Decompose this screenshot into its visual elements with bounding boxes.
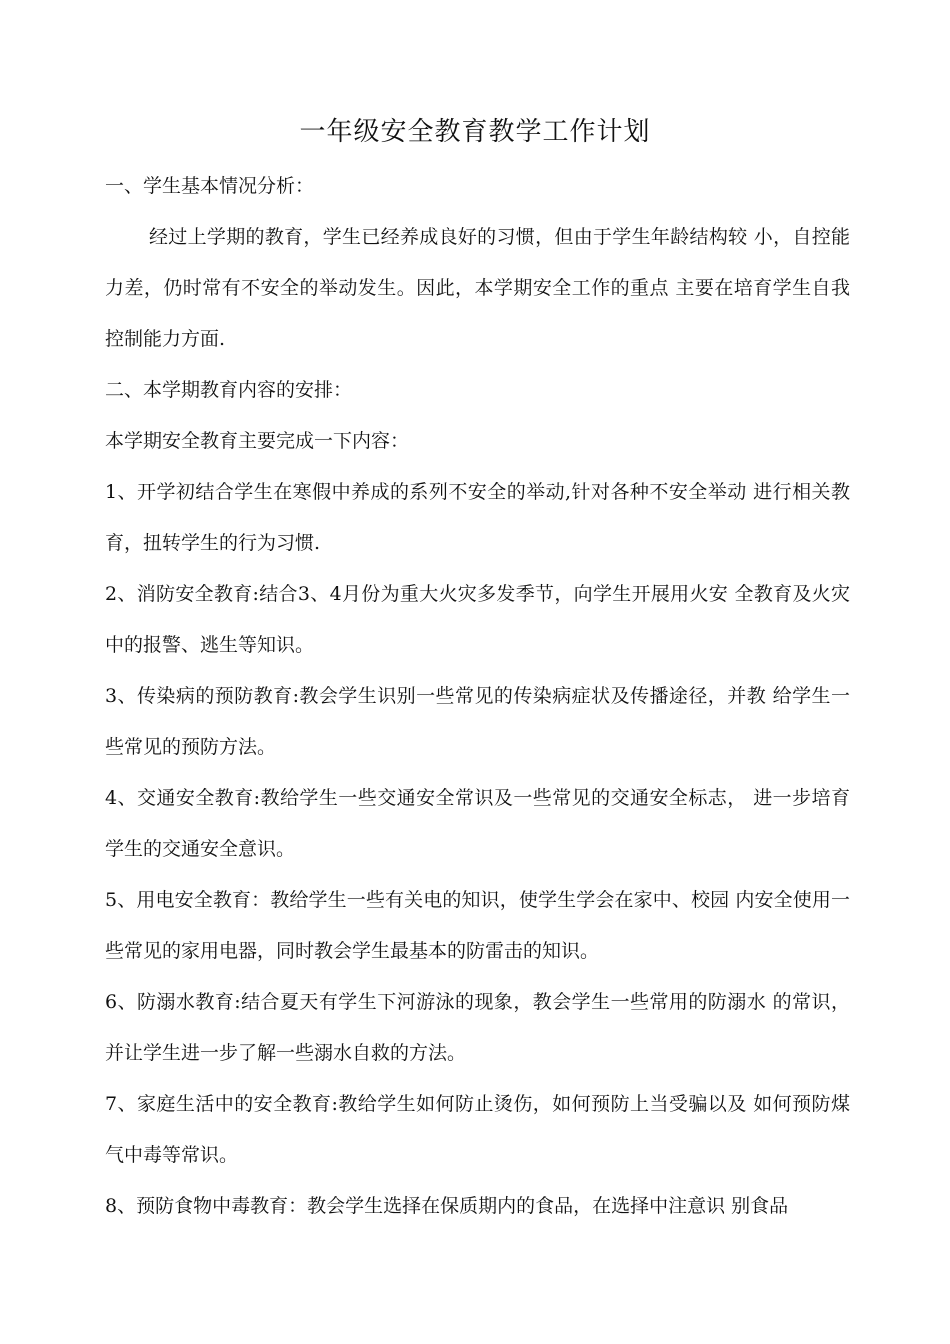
section-heading-student-analysis: 一、学生基本情况分析：	[105, 175, 315, 197]
section-heading-content-arrangement: 二、本学期教育内容的安排：	[105, 379, 353, 401]
list-item-4: 4、交通安全教育:教给学生一些交通安全常识及一些常见的交通安全标志， 进一步培育学生的交通安全意识。	[105, 787, 850, 860]
list-item-1: 1、开学初结合学生在寒假中养成的系列不安全的举动,针对各种不安全举动 进行相关教育，扭转学生的行为习惯.	[105, 481, 850, 554]
list-item-6: 6、防溺水教育:结合夏天有学生下河游泳的现象，教会学生一些常用的防溺水 的常识，并让学生进一步了解一些溺水自救的方法。	[105, 991, 850, 1064]
list-item-5: 5、用电安全教育：教给学生一些有关电的知识，使学生学会在家中、校园 内安全使用一些常见的家用电器，同时教会学生最基本的防雷击的知识。	[105, 889, 850, 962]
list-item-2: 2、消防安全教育:结合3、4月份为重大火灾多发季节，向学生开展用火安 全教育及火灾中的报警、逃生等知识。	[105, 583, 850, 656]
document-body	[105, 161, 850, 1232]
document-title: 一年级安全教育教学工作计划	[299, 117, 651, 147]
paragraph-content-intro: 本学期安全教育主要完成一下内容：	[105, 430, 410, 452]
paragraph-student-analysis: 经过上学期的教育，学生已经养成良好的习惯，但由于学生年龄结构较 小，自控能力差，仍时常有不安全的举动发生。因此，本学期安全工作的重点 主要在培育学生自我控制能力方面.	[105, 226, 850, 350]
list-item-7: 7、家庭生活中的安全教育:教给学生如何防止烫伤，如何预防上当受骗以及 如何预防煤气中毒等常识。	[105, 1093, 850, 1166]
list-item-8: 8、预防食物中毒教育：教会学生选择在保质期内的食品，在选择中注意识 别食品	[105, 1195, 789, 1217]
list-item-3: 3、传染病的预防教育:教会学生识别一些常见的传染病症状及传播途径，并教 给学生一些常见的预防方法。	[105, 685, 850, 758]
